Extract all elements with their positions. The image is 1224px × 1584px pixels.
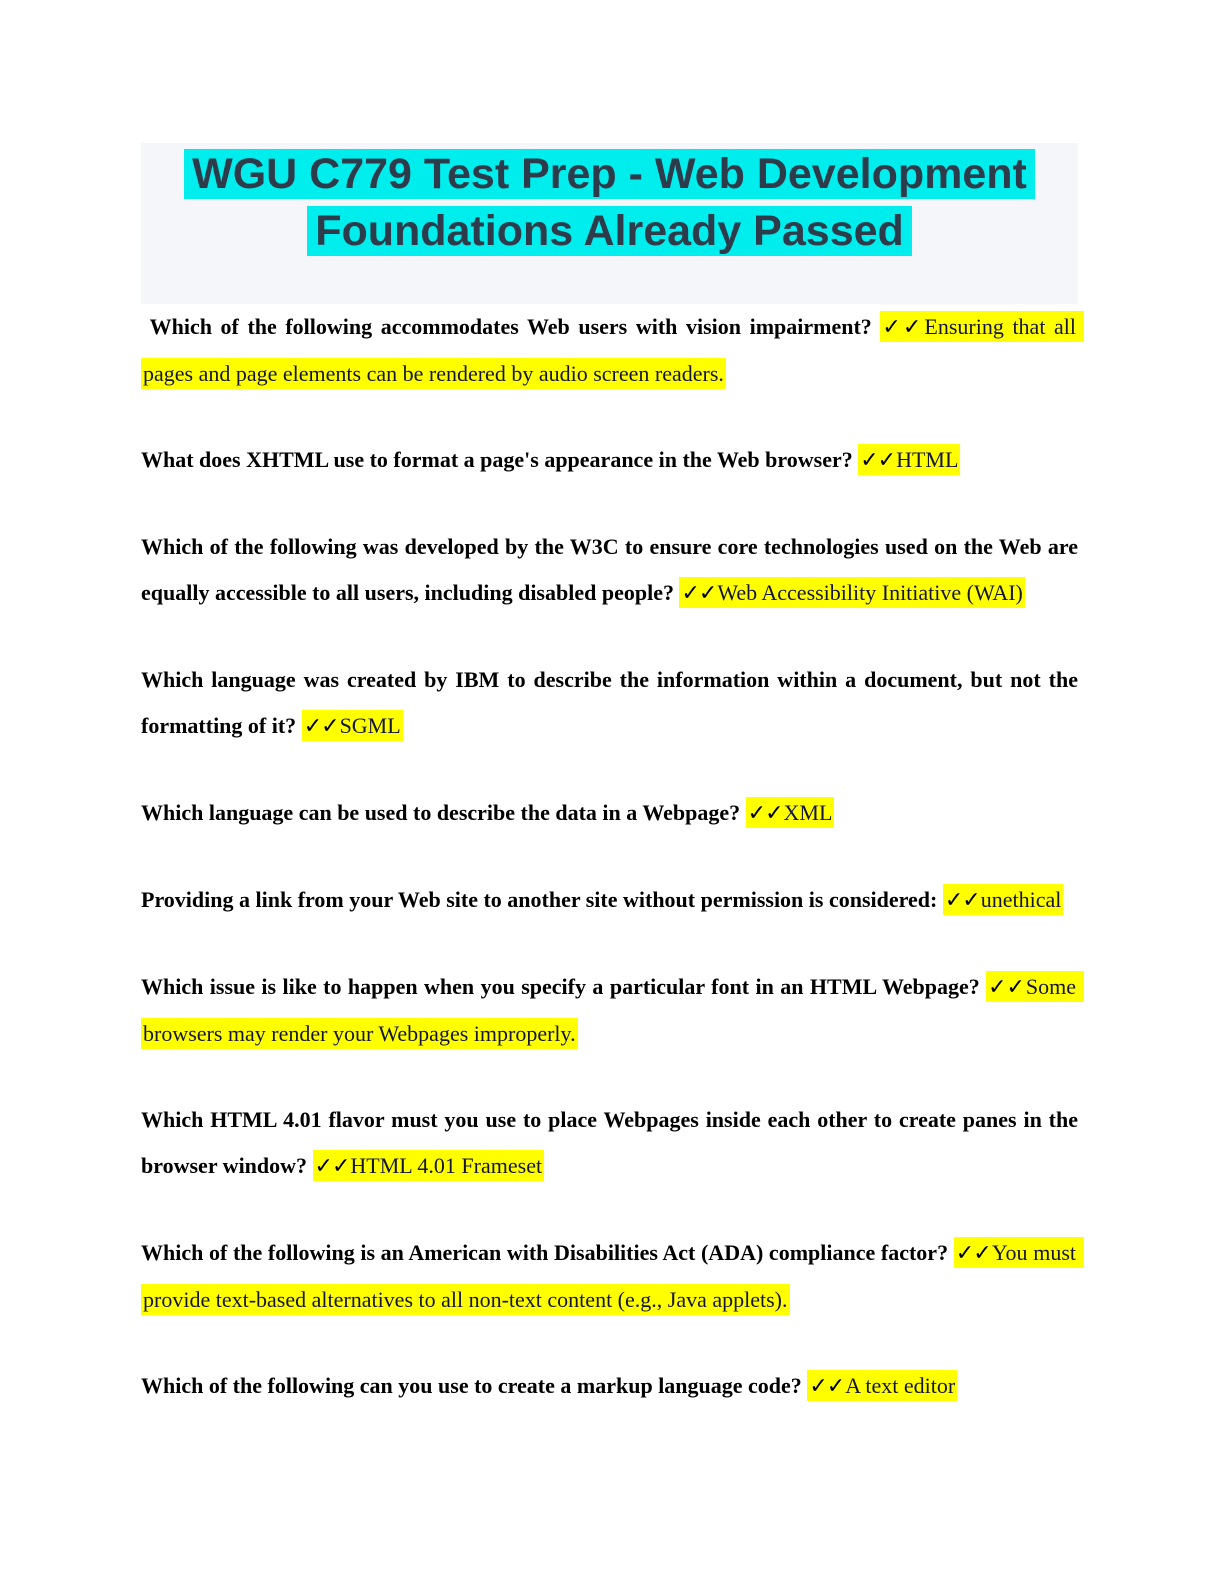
double-checkmark-icon: ✓✓ xyxy=(988,975,1025,1000)
answer-highlight xyxy=(858,444,960,475)
double-checkmark-icon: ✓✓ xyxy=(681,581,717,606)
answer-text: Ensuring that all pages and page elements can be rendered by audio screen readers. xyxy=(143,314,1082,386)
question-item xyxy=(141,304,1082,397)
double-checkmark-icon: ✓✓ xyxy=(944,888,980,913)
answer-text: HTML 4.01 Frameset xyxy=(350,1153,543,1178)
double-checkmark-icon: ✓✓ xyxy=(303,714,339,739)
double-checkmark-icon: ✓✓ xyxy=(314,1154,350,1179)
answer-text: You must provide text-based alternatives to all non-text content (e.g., Java applets). xyxy=(143,1240,1082,1312)
document-content xyxy=(141,143,1084,1450)
answer-text: XML xyxy=(783,800,833,825)
title-block xyxy=(141,143,1078,304)
question-text: Which of the following is an American with Disabilities Act (ADA) compliance factor? xyxy=(141,1240,954,1265)
question-text: Providing a link from your Web site to another site without permission is considered: xyxy=(141,887,943,912)
answer-highlight xyxy=(746,797,835,828)
answer-text: HTML xyxy=(896,447,959,472)
answer-text: Some browsers may render your Webpages improperly. xyxy=(143,974,1082,1046)
question-text: Which language can be used to describe the data in a Webpage? xyxy=(141,800,746,825)
question-text: Which language was created by IBM to describe the information within a document, but not the formatting of it? xyxy=(141,667,1084,738)
answer-text: Web Accessibility Initiative (WAI) xyxy=(717,580,1023,605)
question-item xyxy=(141,437,1078,484)
question-text: What does XHTML use to format a page's appearance in the Web browser? xyxy=(141,447,859,472)
question-list xyxy=(141,304,1084,1410)
question-text: Which of the following was developed by the W3C to ensure core technologies used on the Web are equally accessible to all users, including disabled people? xyxy=(141,534,1084,605)
question-item xyxy=(141,877,1078,924)
question-item xyxy=(141,1363,1078,1410)
answer-highlight xyxy=(807,1370,957,1401)
answer-highlight xyxy=(313,1150,545,1181)
answer-highlight xyxy=(679,577,1024,608)
question-item xyxy=(141,790,1078,837)
question-text: Which issue is like to happen when you specify a particular font in an HTML Webpage? xyxy=(141,974,987,999)
question-item xyxy=(141,964,1082,1057)
question-text: Which of the following can you use to create a markup language code? xyxy=(141,1373,808,1398)
title-line-1: WGU C779 Test Prep - Web Development xyxy=(184,149,1035,199)
question-item xyxy=(141,1230,1082,1323)
page-title xyxy=(141,146,1078,260)
answer-highlight xyxy=(943,884,1064,915)
question-text: Which of the following accommodates Web users with vision impairment? xyxy=(141,314,881,339)
answer-text: SGML xyxy=(339,713,401,738)
question-item xyxy=(141,524,1084,617)
double-checkmark-icon: ✓✓ xyxy=(882,315,924,340)
answer-highlight xyxy=(302,710,403,741)
question-item xyxy=(141,657,1084,750)
answer-text: unethical xyxy=(980,887,1062,912)
question-item xyxy=(141,1097,1084,1190)
double-checkmark-icon: ✓✓ xyxy=(747,801,783,826)
double-checkmark-icon: ✓✓ xyxy=(809,1374,845,1399)
double-checkmark-icon: ✓✓ xyxy=(955,1241,991,1266)
double-checkmark-icon: ✓✓ xyxy=(860,448,896,473)
question-text: Which HTML 4.01 flavor must you use to place Webpages inside each other to create panes in the browser window? xyxy=(141,1107,1084,1178)
title-line-2: Foundations Already Passed xyxy=(307,206,912,256)
answer-text: A text editor xyxy=(845,1373,956,1398)
